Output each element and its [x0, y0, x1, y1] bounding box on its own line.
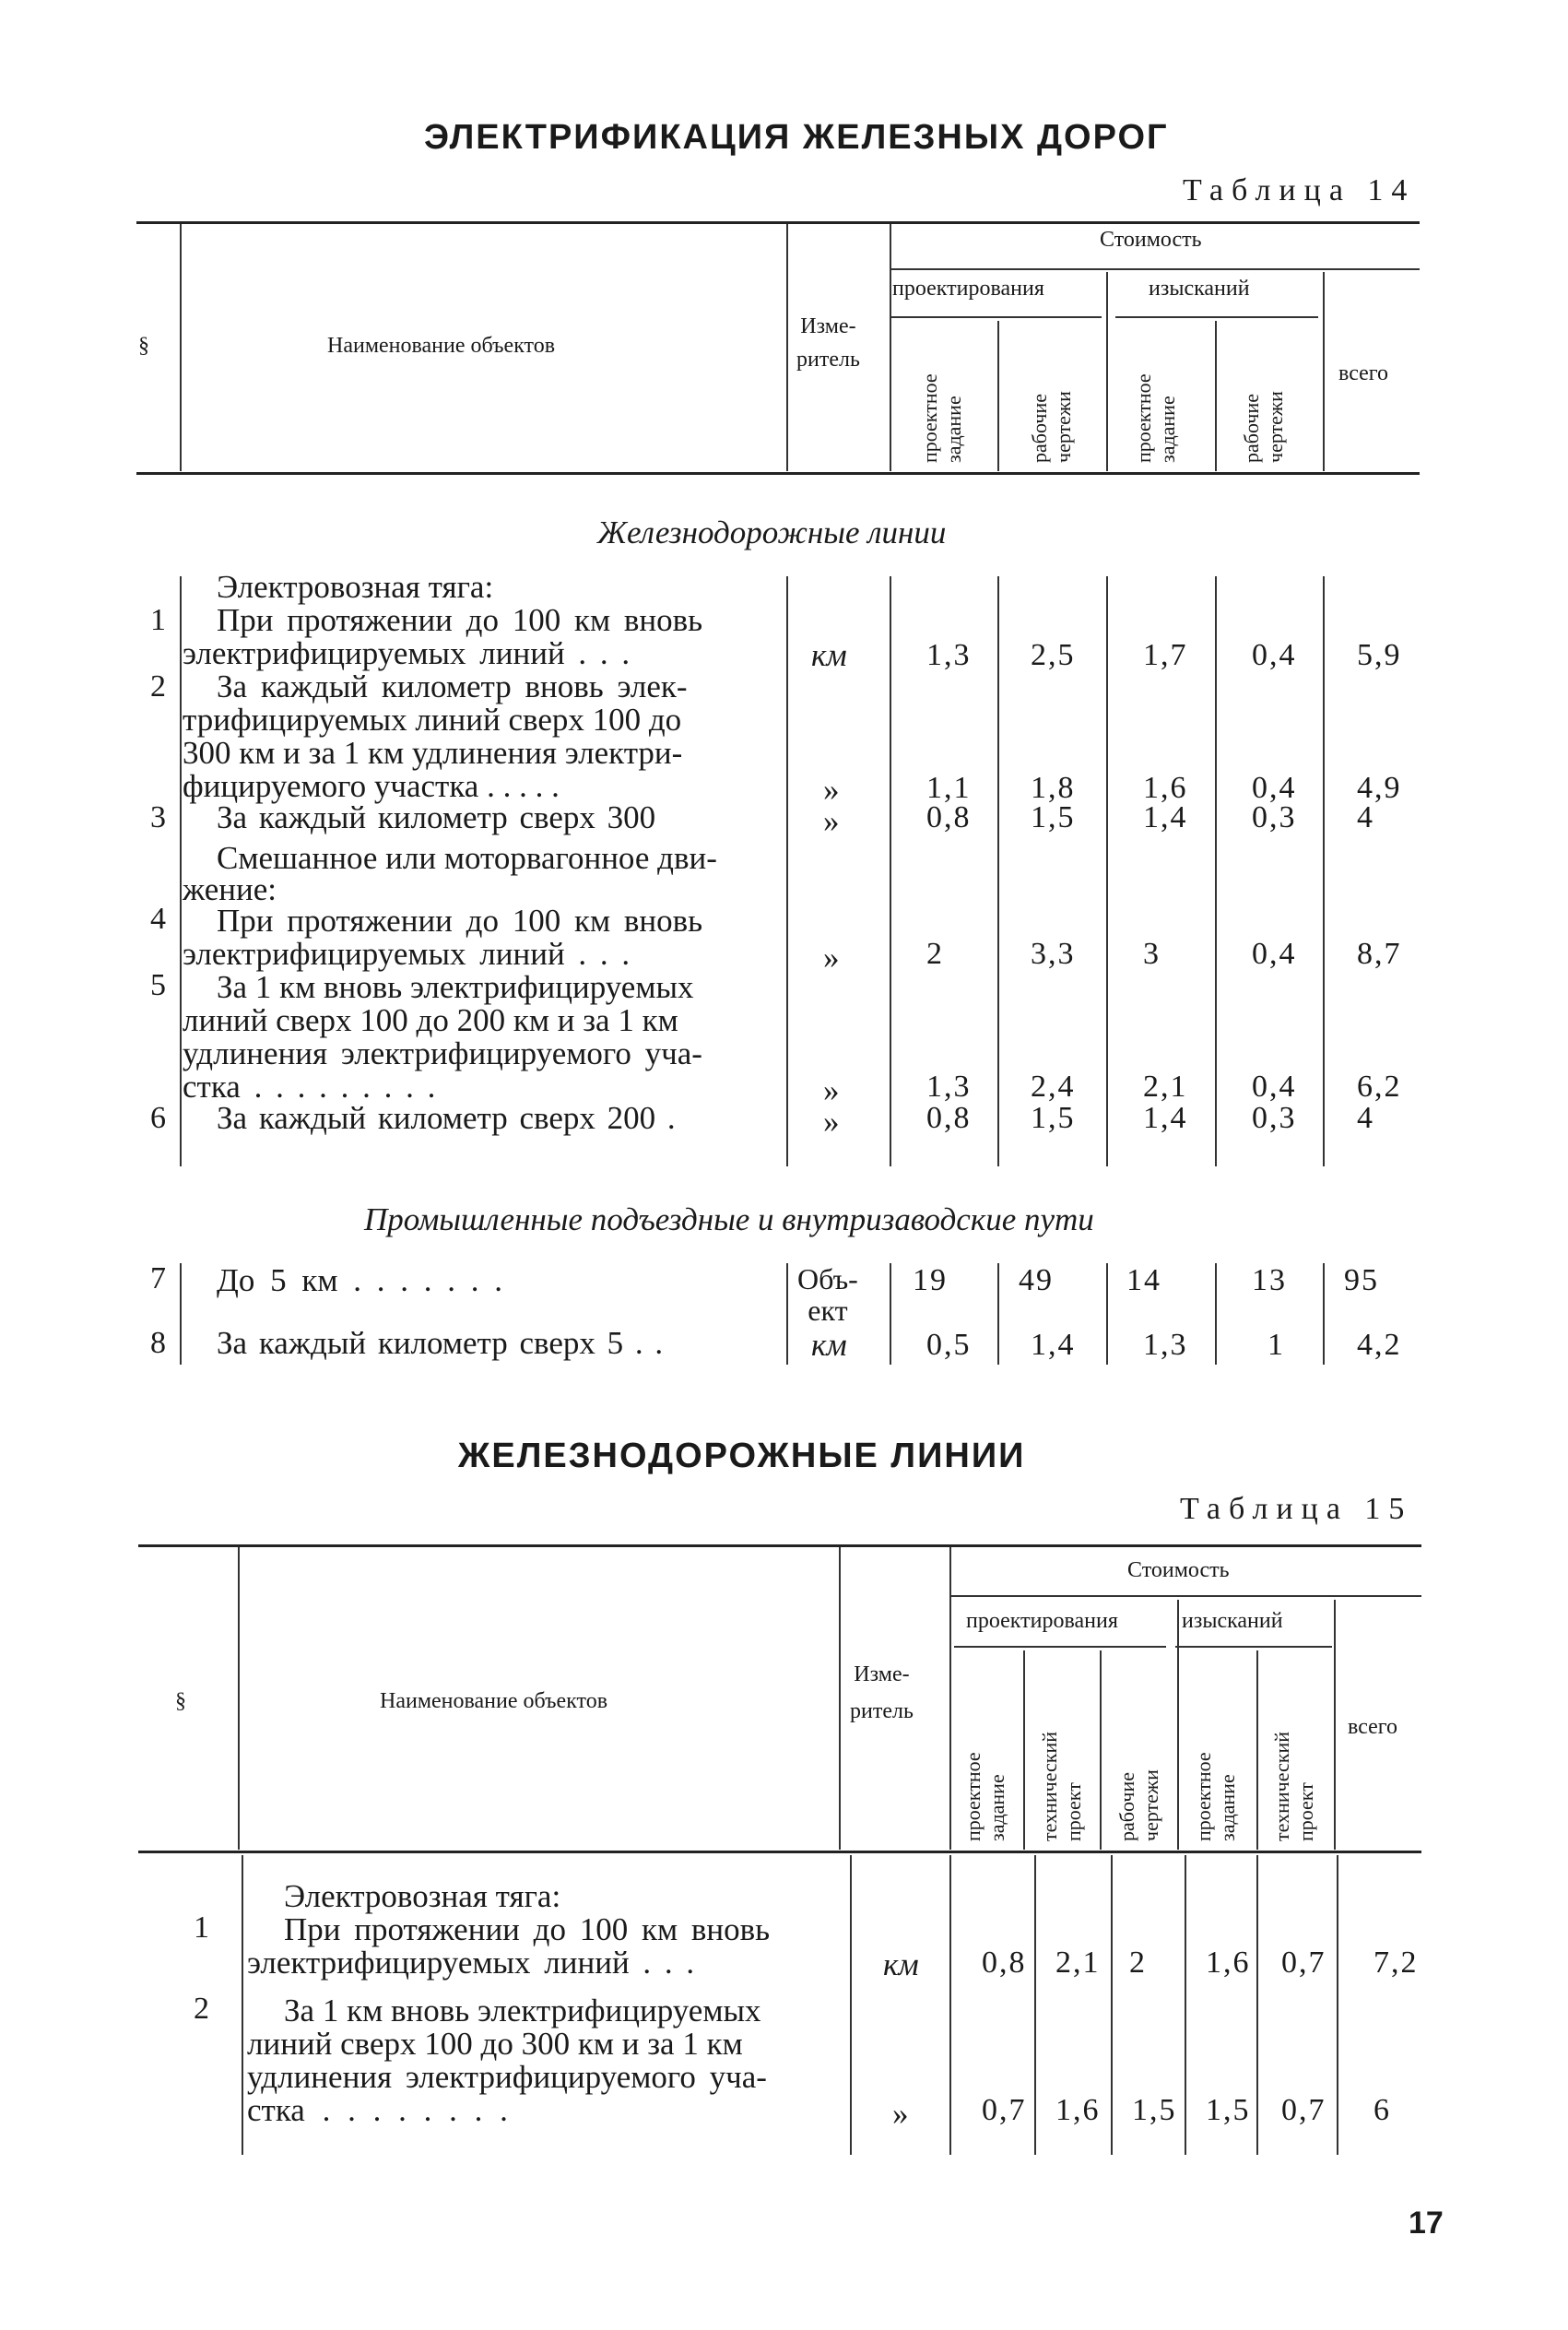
table-row-number: 2 [194, 1992, 211, 2026]
table15-design-rule [954, 1646, 1166, 1648]
table15-header-sub1: проектное задание [961, 1752, 1008, 1841]
table14-title: ЭЛЕКТРИФИКАЦИЯ ЖЕЛЕЗНЫХ ДОРОГ [424, 118, 1169, 157]
t14-r1-v2: 2,5 [1031, 638, 1076, 672]
table-row-number: 7 [150, 1261, 168, 1295]
table15-header-bottom-rule [138, 1851, 1421, 1853]
t15-r2-line4: стка . . . . . . . . [247, 2092, 508, 2128]
table14-header-sub2: рабочие чертежи [1028, 391, 1075, 463]
t14-r4-v3: 3 [1143, 937, 1161, 971]
t15-bv8 [1337, 1855, 1338, 2155]
t14-r5-line2: линий сверх 100 до 200 км и за 1 км [183, 1002, 678, 1038]
table15-header-total: всего [1348, 1715, 1398, 1739]
table14-header-section: § [138, 334, 149, 358]
t14-r3-line1: За каждый километр сверх 300 [217, 799, 656, 835]
table14-header-design: проектирования [892, 277, 1044, 301]
t14-r6-v1: 0,8 [926, 1101, 972, 1135]
t14-b2v2 [786, 1263, 788, 1365]
t14-bv5 [1106, 576, 1108, 1166]
t15-r2-v5: 0,7 [1281, 2093, 1326, 2127]
table14-top-rule [136, 221, 1420, 224]
table15-title: ЖЕЛЕЗНОДОРОЖНЫЕ ЛИНИИ [458, 1437, 1026, 1475]
t15-bv4 [1034, 1855, 1036, 2155]
table15-survey-rule [1175, 1646, 1332, 1648]
t14-r5-v1: 1,3 [926, 1070, 972, 1104]
t15-r1-v6: 7,2 [1373, 1946, 1419, 1980]
t15-bv3 [949, 1855, 951, 2155]
t15-r2-line2: линий сверх 100 до 300 км и за 1 км [247, 2026, 743, 2062]
t14-r5-unit: » [823, 1072, 840, 1108]
table14-survey-rule [1115, 316, 1318, 318]
table-row-number: 1 [194, 1910, 211, 1945]
t15-bv6 [1185, 1855, 1186, 2155]
t14-bv7 [1323, 576, 1325, 1166]
table15-header-name: Наименование объектов [380, 1689, 608, 1713]
t14-bv3 [890, 576, 891, 1166]
t14-b2v3 [890, 1263, 891, 1365]
t14-r6-v2: 1,5 [1031, 1101, 1076, 1135]
table-row-number: 4 [150, 902, 168, 936]
t14-r8-v5: 4,2 [1357, 1328, 1402, 1362]
t14-hv5 [1106, 272, 1108, 471]
t14-r2-line3: 300 км и за 1 км удлинения электри- [183, 735, 683, 771]
table14-header-sub1: проектное задание [918, 373, 965, 463]
t14-r8-v4: 1 [1267, 1328, 1285, 1362]
t15-hv1 [238, 1547, 240, 1850]
t14-r3-v1: 0,8 [926, 800, 972, 834]
t14-hv6 [1215, 321, 1217, 471]
table14-header-cost: Стоимость [1100, 228, 1202, 252]
t15-hv6 [1177, 1600, 1179, 1850]
t14-r2-line2: трифицируемых линий сверх 100 до [183, 702, 682, 738]
table14-header-survey: изысканий [1149, 277, 1250, 301]
t14-intro-electric: Электровозная тяга: [217, 569, 494, 605]
t15-hv5 [1100, 1650, 1102, 1850]
t15-r2-unit: » [892, 2096, 909, 2132]
table14-header-name: Наименование объектов [327, 334, 556, 358]
t15-r1-line1: При протяжении до 100 км вновь [284, 1911, 771, 1947]
t15-hv7 [1256, 1650, 1258, 1850]
t14-r1-v1: 1,3 [926, 638, 972, 672]
t14-r5-v3: 2,1 [1143, 1070, 1188, 1104]
t14-r8-v2: 1,4 [1031, 1328, 1076, 1362]
t14-r4-v2: 3,3 [1031, 937, 1076, 971]
t14-r8-unit: км [811, 1327, 847, 1363]
t14-r3-v5: 4 [1357, 800, 1374, 834]
t14-r4-v5: 8,7 [1357, 937, 1402, 971]
table15-cost-rule [949, 1595, 1421, 1597]
t15-r2-v1: 0,7 [982, 2093, 1027, 2127]
t15-r2-line1: За 1 км вновь электрифицируемых [284, 1993, 761, 2028]
t15-hv4 [1023, 1650, 1025, 1850]
page-number: 17 [1409, 2206, 1444, 2241]
table14-group-industrial: Промышленные подъездные и внутризаводские пути [364, 1201, 1094, 1237]
t14-r5-line3: удлинения электрифицируемого уча- [183, 1035, 702, 1071]
t14-r6-v3: 1,4 [1143, 1101, 1188, 1135]
t14-r6-v4: 0,3 [1252, 1101, 1297, 1135]
t14-r5-line4: стка . . . . . . . . . [183, 1069, 436, 1105]
t14-r1-line2: электрифицируемых линий . . . [183, 635, 631, 671]
t15-bv7 [1256, 1855, 1258, 2155]
table-row-number: 3 [150, 800, 168, 834]
table15-header-design: проектирования [966, 1609, 1118, 1633]
t14-r6-v5: 4 [1357, 1101, 1374, 1135]
t14-bv6 [1215, 576, 1217, 1166]
table15-header-cost: Стоимость [1127, 1558, 1230, 1582]
t14-r7-v5: 95 [1344, 1263, 1379, 1297]
table-row-number: 8 [150, 1326, 168, 1360]
t15-bv5 [1111, 1855, 1113, 2155]
table15-header-sub2: технический проект [1038, 1731, 1085, 1841]
t14-r4-line1: При протяжении до 100 км вновь [217, 903, 703, 939]
t15-r2-v6: 6 [1373, 2093, 1391, 2127]
table15-header-unit: Изме- ритель [850, 1662, 914, 1723]
t14-r5-v5: 6,2 [1357, 1070, 1402, 1104]
t14-r7-v1: 19 [913, 1263, 948, 1297]
table14-header-sub3: проектное задание [1132, 373, 1179, 463]
t14-r4-v1: 2 [926, 937, 944, 971]
t14-r2-line4: фицируемого участка . . . . . [183, 768, 560, 804]
t14-hv4 [997, 321, 999, 471]
table14-header-bottom-rule [136, 472, 1420, 475]
t14-r5-line1: За 1 км вновь электрифицируемых [217, 969, 694, 1005]
table14-design-rule [890, 316, 1102, 318]
t14-r7-unit: Объ- ект [797, 1262, 858, 1327]
t15-r1-v5: 0,7 [1281, 1946, 1326, 1980]
t15-hv8 [1334, 1600, 1336, 1850]
t14-r4-unit: » [823, 940, 840, 976]
t14-b2v1 [180, 1263, 182, 1365]
t14-b2v6 [1215, 1263, 1217, 1365]
t15-r1-v4: 1,6 [1206, 1946, 1251, 1980]
t14-r2-v2: 1,8 [1031, 771, 1076, 805]
t14-r2-line1: За каждый километр вновь элек- [217, 668, 688, 704]
t15-r2-v3: 1,5 [1132, 2093, 1177, 2127]
t14-hv2 [786, 224, 788, 471]
t14-b2v4 [997, 1263, 999, 1365]
t14-r5-v2: 2,4 [1031, 1070, 1076, 1104]
table15-header-sub4: проектное задание [1192, 1752, 1239, 1841]
t15-r2-v4: 1,5 [1206, 2093, 1251, 2127]
t14-bv1 [180, 576, 182, 1166]
table15-header-sub3: рабочие чертежи [1115, 1769, 1162, 1841]
t14-r5-v4: 0,4 [1252, 1070, 1297, 1104]
t15-r1-v2: 2,1 [1055, 1946, 1101, 1980]
t14-r4-line2: электрифицируемых линий . . . [183, 936, 631, 972]
t14-r3-v2: 1,5 [1031, 800, 1076, 834]
t14-hv3 [890, 224, 891, 471]
t15-bv1 [242, 1855, 243, 2155]
table14-header-total: всего [1338, 361, 1389, 385]
t15-bv2 [850, 1855, 852, 2155]
table14-group-railway: Железнодорожные линии [597, 514, 947, 550]
t14-r7-v4: 13 [1252, 1263, 1287, 1297]
table15-number: Таблица 15 [1180, 1492, 1413, 1526]
t14-bv2 [786, 576, 788, 1166]
t14-r8-line1: За каждый километр сверх 5 . . [217, 1325, 664, 1361]
t15-r1-v1: 0,8 [982, 1946, 1027, 1980]
t14-r7-v2: 49 [1019, 1263, 1054, 1297]
t14-r1-line1: При протяжении до 100 км вновь [217, 602, 703, 638]
t14-r6-unit: » [823, 1104, 840, 1140]
t14-bv4 [997, 576, 999, 1166]
t15-hv3 [949, 1547, 951, 1850]
t14-r7-v3: 14 [1126, 1263, 1161, 1297]
table14-header-unit: Изме- ритель [796, 314, 860, 372]
t14-r3-v4: 0,3 [1252, 800, 1297, 834]
table14-number: Таблица 14 [1183, 173, 1416, 207]
t14-r2-v3: 1,6 [1143, 771, 1188, 805]
t14-r1-v4: 0,4 [1252, 638, 1297, 672]
t14-r1-unit: км [811, 637, 847, 673]
table14-cost-rule [890, 268, 1420, 270]
t15-r2-v2: 1,6 [1055, 2093, 1101, 2127]
t14-r8-v1: 0,5 [926, 1328, 972, 1362]
t14-r1-v5: 5,9 [1357, 638, 1402, 672]
t14-r3-v3: 1,4 [1143, 800, 1188, 834]
t14-r2-v1: 1,1 [926, 771, 972, 805]
t14-r7-line1: До 5 км . . . . . . . [217, 1262, 503, 1298]
t14-hv7 [1323, 272, 1325, 471]
t14-r2-v5: 4,9 [1357, 771, 1402, 805]
t14-r3-unit: » [823, 803, 840, 839]
t15-intro-electric: Электровозная тяга: [284, 1878, 561, 1914]
t14-intro-mixed-1: Смешанное или моторвагонное дви- [217, 840, 717, 876]
table15-header-survey: изысканий [1182, 1609, 1283, 1633]
t15-r1-v3: 2 [1129, 1946, 1147, 1980]
table-row-number: 1 [150, 603, 168, 637]
t15-r2-line3: удлинения электрифицируемого уча- [247, 2059, 767, 2095]
t14-intro-mixed-2: жение: [183, 871, 277, 907]
table15-header-sub5: технический проект [1270, 1731, 1317, 1841]
t14-b2v5 [1106, 1263, 1108, 1365]
t14-r1-v3: 1,7 [1143, 638, 1188, 672]
t14-r6-line1: За каждый километр сверх 200 . [217, 1100, 676, 1136]
t14-hv1 [180, 224, 182, 471]
t15-r1-unit: км [883, 1946, 919, 1982]
table14-header-sub4: рабочие чертежи [1240, 391, 1287, 463]
t14-r4-v4: 0,4 [1252, 937, 1297, 971]
t14-r8-v3: 1,3 [1143, 1328, 1188, 1362]
t14-r2-unit: » [823, 772, 840, 808]
table15-header-section: § [175, 1689, 186, 1713]
table-row-number: 5 [150, 968, 168, 1002]
table-row-number: 6 [150, 1101, 168, 1135]
t15-r1-line2: электрифицируемых линий . . . [247, 1945, 695, 1981]
table15-top-rule [138, 1544, 1421, 1547]
t14-r2-v4: 0,4 [1252, 771, 1297, 805]
table-row-number: 2 [150, 669, 168, 704]
t14-b2v7 [1323, 1263, 1325, 1365]
t15-hv2 [839, 1547, 841, 1850]
